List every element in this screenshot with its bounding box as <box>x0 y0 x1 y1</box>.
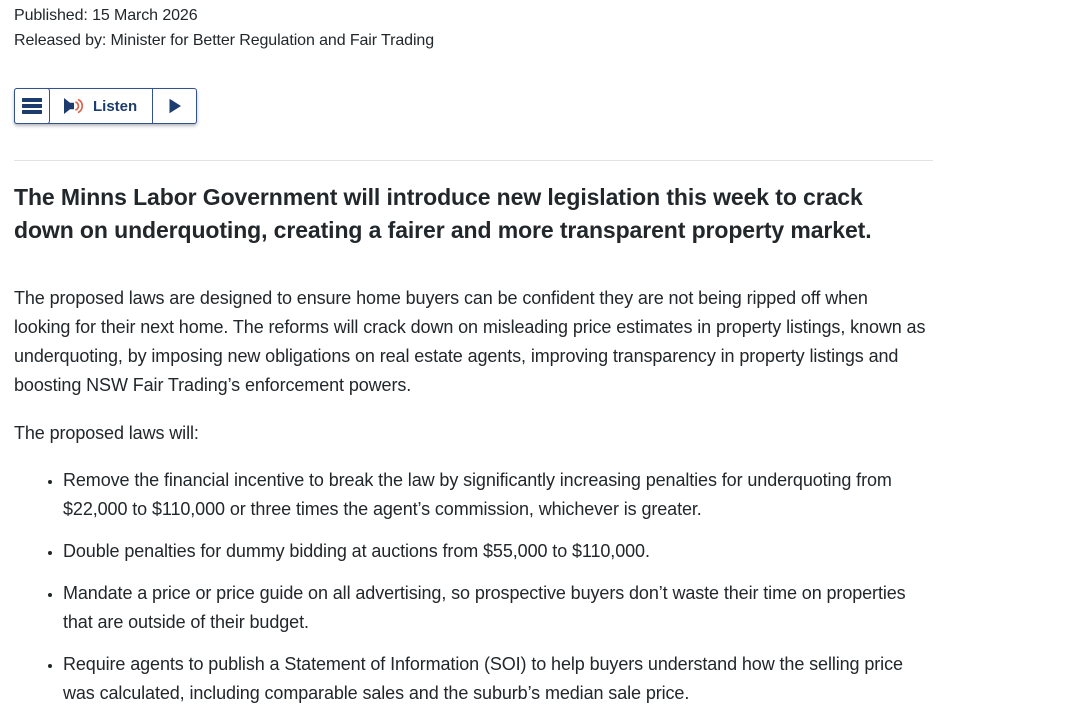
article-intro-heading: The Minns Labor Government will introduce new legislation this week to crack down on underquoting, creating a fairer and more transparent property market. <box>14 184 872 243</box>
list-intro: The proposed laws will: <box>14 423 199 443</box>
listen-widget <box>14 88 197 124</box>
list-item: • Mandate a price or price guide on all advertising, so prospective buyers don’t waste their time on properties that are outside of their budget. <box>63 579 933 637</box>
released-by-value: Minister for Better Regulation and Fair Trading <box>110 32 435 49</box>
divider <box>14 160 933 161</box>
play-button[interactable] <box>153 89 196 123</box>
list-item: • Require agents to publish a Statement of Information (SOI) to help buyers understand how the selling price was calculated, including comparable sales and the suburb’s median sale price. <box>63 650 933 708</box>
article-paragraph: The proposed laws are designed to ensure home buyers can be confident they are not being ripped off when looking for their next home. The reforms will crack down on misleading price estimates in property listings, known as underquoting, by imposing new obligations on real estate agents, improving transparency in property listings and boosting NSW Fair Trading’s enforcement powers. <box>14 288 926 395</box>
speaker-icon <box>63 97 84 115</box>
listen-button[interactable] <box>50 89 153 123</box>
listen-menu-button[interactable] <box>14 88 50 124</box>
article-meta <box>14 3 934 53</box>
play-icon <box>168 98 182 114</box>
hamburger-menu-icon <box>22 98 42 114</box>
released-by-label: Released by: <box>14 32 111 49</box>
listen-label: Listen <box>93 97 138 115</box>
published-date: 15 March 2026 <box>92 7 198 24</box>
list-item: • Remove the financial incentive to break the law by significantly increasing penalties for underquoting from $22,000 to $110,000 or three times the agent’s commission, whichever is greater. <box>63 466 933 524</box>
list-item: • Double penalties for dummy bidding at auctions from $55,000 to $110,000. <box>63 537 933 566</box>
published-line <box>14 3 934 28</box>
bullet-list <box>14 466 933 708</box>
released-by-line <box>14 28 934 53</box>
published-label: Published: <box>14 7 93 24</box>
